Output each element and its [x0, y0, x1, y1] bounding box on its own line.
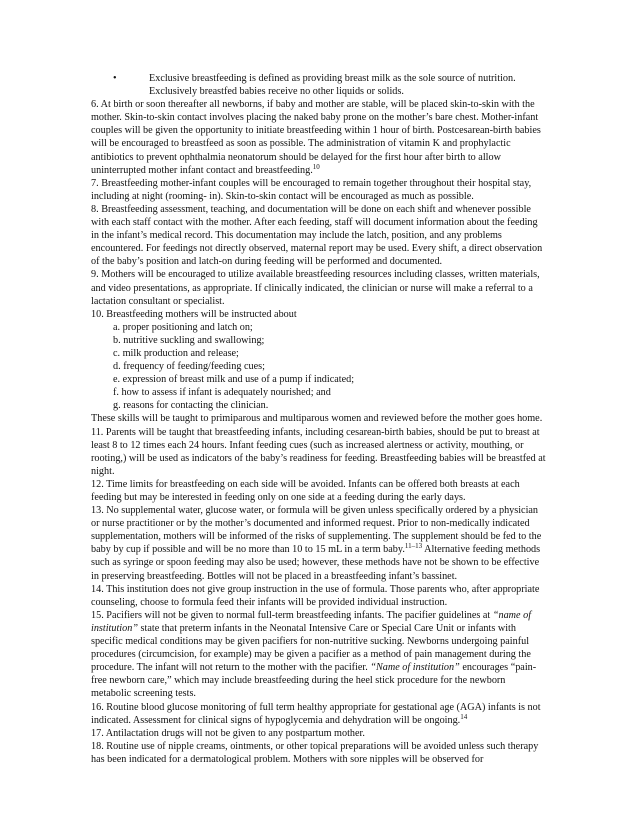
paragraph-17: 17. Antilactation drugs will not be given to any postpartum mother.	[91, 727, 365, 739]
paragraph-11: 11. Parents will be taught that breastfeeding infants, including cesarean-birth babies, should be put to breast at least 8 to 12 times each 24 hours. Infant feeding cues (such as increased alertness or activity, mouthing, or rooting,) will be used as indicators of the baby’s readiness for feeding. Breastfeeding babies will be breastfed at night.	[91, 426, 546, 477]
reference-10: 10	[312, 162, 320, 171]
paragraph-15: 15. Pacifiers will not be given to normal full-term breastfeeding infants. The pacifier guidelines at “name of institution” state that preterm infants in the Neonatal Intensive Care or Special Care Unit or infants with specific medical conditions may be given pacifiers for non-nutritive sucking. Newborns undergoing painful procedures (circumcision, for example) may be given a pacifier as a method of pain management during the procedure. The infant will not return to the mother with the pacifier. “Name of institution” encourages “pain-free newborn care,” which may include breastfeeding during the heel stick procedure for the newborn metabolic screening tests.	[91, 609, 537, 700]
institution-name-placeholder: “Name of institution”	[370, 662, 460, 674]
paragraph-9: 9. Mothers will be encouraged to utilize available breastfeeding resources including classes, written materials, and video presentations, as appropriate. If clinically indicated, the clinician or nurse will make a referral to a lactation consultant or specialist.	[91, 269, 540, 307]
bullet-icon: •	[113, 73, 117, 84]
reference-14: 14	[460, 712, 468, 721]
paragraph-10-lead: 10. Breastfeeding mothers will be instructed about	[91, 308, 297, 320]
list-item: f. how to assess if infant is adequately nourished; and	[113, 387, 331, 399]
reference-11-13: 11–13	[404, 542, 423, 551]
list-item: a. proper positioning and latch on;	[113, 321, 253, 333]
paragraph-8: 8. Breastfeeding assessment, teaching, and documentation will be done on each shift and whenever possible with each staff contact with the mother. After each feeding, staff will document information about the feeding in the infant’s medical record. This documentation may include the latch, position, and any problems encountered. For feedings not directly observed, maternal report may be used. Every shift, a direct observation of the baby’s position and latch-on during feeding will be performed and documented.	[91, 203, 543, 268]
list-item: c. milk production and release;	[113, 347, 239, 359]
paragraph-6: 6. At birth or soon thereafter all newborns, if baby and mother are stable, will be placed skin-to-skin with the mother. Skin-to-skin contact involves placing the naked baby prone on the mother’s bare chest. Mother-infant couples will be given the opportunity to initiate breastfeeding within 1 hour of birth. Postcesarean-birth babies will be encouraged to breastfeed as soon as possible. The administration of vitamin K and prophylactic antibiotics to prevent ophthalmia neonatorum should be delayed for the first hour after birth to allow uninterrupted mother infant contact and breastfeeding.$^{10}$	[91, 99, 541, 176]
paragraph-16: 16. Routine blood glucose monitoring of full term healthy appropriate for gestational age (AGA) infants is not indicated. Assessment for clinical signs of hypoglycemia and dehydration will be ongoing.$^{14}$	[91, 701, 541, 726]
instruction-list	[91, 321, 546, 413]
paragraph-18: 18. Routine use of nipple creams, ointments, or other topical preparations will be avoided unless such therapy has been indicated for a dermatological problem. Mothers with sore nipples will be observed for	[91, 740, 539, 765]
paragraph-12: 12. Time limits for breastfeeding on each side will be avoided. Infants can be offered both breasts at each feeding but may be interested in feeding only on one side at a feeding during the early days.	[91, 478, 520, 503]
paragraph-10-after: These skills will be taught to primiparous and multiparous women and reviewed before the mother goes home.	[91, 413, 543, 425]
paragraph-14: 14. This institution does not give group instruction in the use of formula. Those parents who, after appropriate counseling, choose to formula feed their infants will be provided individual instruction.	[91, 583, 540, 608]
paragraph-13: 13. No supplemental water, glucose water, or formula will be given unless specifically ordered by a physician or nurse practitioner or by the mother’s documented and informed request. Prior to non-medically indicated supplementation, mothers will be informed of the risks of supplementing. The supplement should be fed to the baby by cup if possible and will be no more than 10 to 15 mL in a term baby.$^{11-13}$ Alternative feeding methods such as syringe or spoon feeding may also be used; however, these methods have not be shown to be effective in preserving breastfeeding. Bottles will not be placed in a breastfeeding infant’s bassinet.	[91, 505, 542, 582]
list-item: d. frequency of feeding/feeding cues;	[113, 361, 265, 373]
institution-name-placeholder: “name of institution”	[91, 609, 532, 634]
paragraph-7: 7. Breastfeeding mother-infant couples will be encouraged to remain together throughout their hospital stay, including at night (rooming- in). Skin-to-skin contact will be encouraged as much as possible.	[91, 177, 532, 202]
bullet-exclusive-breastfeeding	[91, 72, 546, 98]
list-item: b. nutritive suckling and swallowing;	[113, 334, 265, 346]
list-item: g. reasons for contacting the clinician.	[113, 400, 269, 412]
bullet-text: Exclusive breastfeeding is defined as providing breast milk as the sole source of nutrition. Exclusively breastfed babies receive no other liquids or solids.	[149, 73, 516, 98]
list-item: e. expression of breast milk and use of a pump if indicated;	[113, 374, 355, 386]
